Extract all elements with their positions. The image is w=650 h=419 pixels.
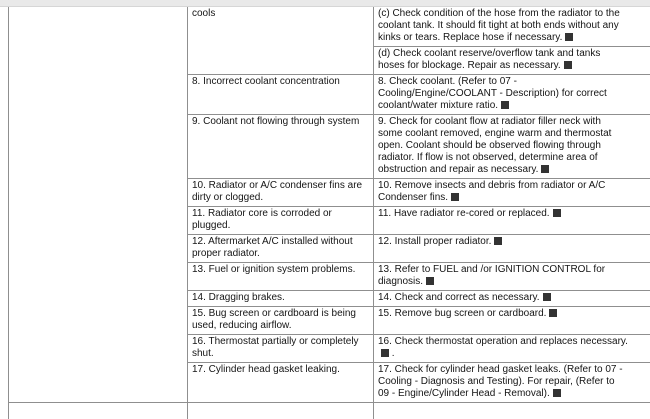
correction-cell [374, 47, 650, 75]
text-suffix: . [389, 348, 395, 359]
link-marker-icon[interactable] [451, 193, 459, 201]
correction-text: 14. Check and correct as necessary. [378, 292, 628, 304]
cause-cell [188, 307, 374, 335]
link-marker-icon[interactable] [549, 309, 557, 317]
link-marker-icon[interactable] [565, 33, 573, 41]
diagnosis-table [8, 7, 650, 419]
link-marker-icon[interactable] [494, 237, 502, 245]
correction-text: 10. Remove insects and debris from radiator or A/C Condenser fins. [378, 180, 606, 203]
cause-text: 10. Radiator or A/C condenser fins are dirty or clogged. [192, 180, 363, 203]
cause-cell [188, 263, 374, 291]
correction-cell [374, 307, 650, 335]
cause-cell [188, 235, 374, 263]
correction-text: 9. Check for coolant flow at radiator filler neck with some coolant removed, engine warm and thermostat open. Coolant should be observed flowing through radiator. If flow is not observed, determine area of obstruction and repair as necessary. [378, 116, 612, 175]
correction-cell [374, 363, 650, 403]
link-marker-icon[interactable] [543, 293, 551, 301]
correction-cell [374, 235, 650, 263]
correction-text: 17. Check for cylinder head gasket leaks. (Refer to 07 - Cooling - Diagnosis and Testing). For repair, (Refer to 09 - Engine/Cylinder Head - Removal). [378, 364, 623, 399]
cause-text: 13. Fuel or ignition system problems. [192, 264, 356, 275]
cause-text: 16. Thermostat partially or completely shut. [192, 336, 359, 359]
cause-text: 15. Bug screen or cardboard is being used, reducing airflow. [192, 308, 356, 331]
table-row [9, 7, 650, 47]
cause-cell [188, 7, 374, 75]
correction-text: (c) Check condition of the hose from the radiator to the coolant tank. It should fit tight at both ends without any kinks or tears. Replace hose if necessary. [378, 8, 620, 43]
cause-text: 11. Radiator core is corroded or plugged. [192, 208, 332, 231]
document-page [8, 7, 650, 419]
correction-text: 12. Install proper radiator. [378, 236, 628, 248]
link-marker-icon[interactable] [501, 101, 509, 109]
link-marker-icon[interactable] [553, 209, 561, 217]
cause-text: 8. Incorrect coolant concentration [192, 76, 340, 87]
correction-cell [374, 75, 650, 115]
window-top-edge [0, 0, 650, 7]
condition-cell [9, 7, 188, 403]
cause-text: cools [192, 8, 216, 19]
correction-cell [374, 291, 650, 307]
cause-cell [188, 179, 374, 207]
condition-cell [9, 403, 188, 419]
correction-text: 11. Have radiator re-cored or replaced. [378, 208, 628, 220]
cause-text: 14. Dragging brakes. [192, 292, 285, 303]
cause-cell [188, 335, 374, 363]
cause-text: 17. Cylinder head gasket leaking. [192, 364, 340, 375]
link-marker-icon[interactable] [564, 61, 572, 69]
correction-text: 15. Remove bug screen or cardboard. [378, 308, 628, 320]
correction-cell [374, 403, 650, 419]
link-marker-icon[interactable] [426, 277, 434, 285]
cause-cell [188, 291, 374, 307]
cause-cell [188, 115, 374, 179]
cause-text: 9. Coolant not flowing through system [192, 116, 360, 127]
correction-cell [374, 179, 650, 207]
correction-text: (d) Check coolant reserve/overflow tank and tanks hoses for blockage. Repair as necessary. [378, 48, 601, 71]
link-marker-icon[interactable] [381, 349, 389, 357]
correction-cell [374, 335, 650, 363]
correction-cell [374, 207, 650, 235]
link-marker-icon[interactable] [553, 389, 561, 397]
cause-text: 12. Aftermarket A/C installed without proper radiator. [192, 236, 353, 259]
correction-text: 8. Check coolant. (Refer to 07 - Cooling/Engine/COOLANT - Description) for correct coolant/water mixture ratio. [378, 76, 607, 111]
cause-cell [188, 207, 374, 235]
correction-cell [374, 7, 650, 47]
cause-cell [188, 403, 374, 419]
cause-cell [188, 75, 374, 115]
correction-text: 13. Refer to FUEL and /or IGNITION CONTROL for diagnosis. [378, 264, 606, 287]
table-row [9, 403, 650, 419]
correction-cell [374, 263, 650, 291]
correction-cell [374, 115, 650, 179]
cause-cell [188, 363, 374, 403]
correction-text: 16. Check thermostat operation and replaces necessary. . [378, 336, 628, 359]
link-marker-icon[interactable] [541, 165, 549, 173]
